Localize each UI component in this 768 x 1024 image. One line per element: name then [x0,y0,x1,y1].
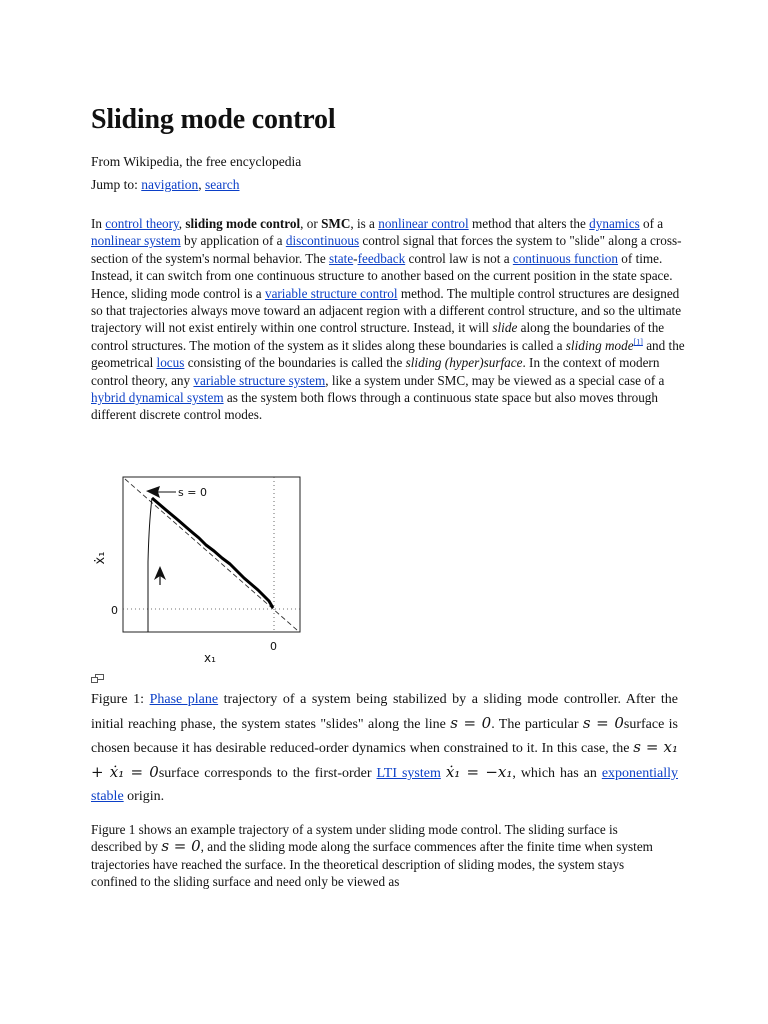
math-expression: s = 0 [450,713,492,732]
link-nonlinear-system[interactable]: nonlinear system [91,233,181,249]
text: by application of a [180,233,286,249]
link-variable-structure-system[interactable]: variable structure system [193,372,326,388]
link-hybrid-dynamical-system[interactable]: hybrid dynamical system [91,390,224,406]
sliding-phase-trajectory [152,498,273,608]
jump-search-link[interactable]: search [205,177,240,192]
text: , which has an [512,765,602,781]
text: of a [639,216,664,231]
text: , and the sliding mode along the surface commences after the finite time when system trajectories have reached the surface. In the theoretical description of sliding modes, the system stays confined to the sliding surface and need only be viewed as [91,839,653,890]
link-dynamics[interactable]: dynamics [589,216,640,231]
math-expression: s = x₁ + ẋ₁ = 0 [91,738,678,781]
italic-term: slide [492,320,518,336]
bold-term: SMC [321,216,351,231]
bold-term: sliding mode control [185,216,301,231]
y-zero-tick-label: 0 [111,604,118,617]
text: , like a system under SMC, may be viewed as a special case of a [325,372,665,388]
link-phase-plane[interactable]: Phase plane [149,692,219,707]
text: of time. Instead, it can switch from one continuous structure to another based on the current position in the state space. Hence, sliding mode control is a [91,250,673,301]
tagline: From Wikipedia, the free encyclopedia [91,154,302,169]
link-control-theory[interactable]: control theory [105,216,179,231]
sliding-line-label: s = 0 [178,486,207,499]
text: In [91,216,106,231]
text: consisting of the boundaries is called the [184,355,406,371]
text: . In the context of modern control theory, any [91,355,660,388]
link-continuous-function[interactable]: continuous function [512,250,618,266]
math-expression: s = 0 [582,713,624,732]
text: method that alters the [468,216,590,231]
magnify-clip-icon[interactable] [91,674,104,684]
text: and the geometrical [91,337,685,371]
text: along the boundaries of the control structures. The motion of the system as it slides along these boundaries is called a [91,320,665,353]
italic-term: sliding mode [565,337,634,353]
label-pointer-arrow [146,486,160,498]
reference-link-1[interactable]: [1] [633,337,643,347]
text: origin. [123,789,165,805]
link-nonlinear-control[interactable]: nonlinear control [378,216,469,231]
x-zero-tick-label: 0 [270,640,277,653]
jump-navigation-link[interactable]: navigation [141,177,199,192]
text: , is a [350,216,379,231]
text: Figure 1: [91,692,150,707]
text: , or [300,216,322,231]
text: surface corresponds to the first-order [158,765,377,781]
text: control law is not a [405,250,513,266]
text: , [178,216,186,231]
text: surface is chosen because it has desirable reduced-order dynamics when constrained to it. In this case, the [91,716,678,757]
text: trajectory of a system being stabilized by a sliding mode controller. After the initial reaching phase, the system states "slides" along the line [91,692,678,732]
link-feedback[interactable]: feedback [357,250,406,266]
text: - [353,250,358,266]
text: as the system both flows through a continuous state space but also moves through different discrete control modes. [91,390,658,423]
link-lti-system[interactable]: LTI system [376,765,441,781]
x-axis-label: x₁ [204,651,216,665]
math-expression: ẋ₁ = −x₁ [445,762,513,781]
italic-term: sliding (hyper)surface [405,355,523,371]
text: . The particular [491,716,583,732]
y-axis-label: ẋ₁ [93,551,108,565]
link-locus[interactable]: locus [156,355,185,371]
text: Figure 1 shows an example trajectory of a system under sliding mode control. The sliding surface is described by [91,822,618,855]
reaching-phase-trajectory [148,498,152,632]
phase-plane-figure[interactable] [93,472,316,672]
figure-caption [91,688,678,809]
link-variable-structure-control[interactable]: variable structure control [264,285,398,301]
jump-separator: , [198,177,202,192]
body-paragraph [91,821,671,891]
math-expression: s = 0 [161,837,201,856]
jump-to-bar [91,177,240,193]
text: method. The multiple control structures are designed so that trajectories always move toward an adjacent region with a different control structure, and so the ultimate trajectory will not exist entirely within one control structure. Instead, it will [91,285,682,336]
link-exponentially-stable[interactable]: exponentially stable [91,765,679,805]
link-discontinuous[interactable]: discontinuous [285,233,360,249]
link-state[interactable]: state [329,250,354,266]
jump-to-label: Jump to: [91,177,138,192]
text: control signal that forces the system to "slide" along a cross-section of the system's normal behavior. The [91,233,682,266]
intro-paragraph [91,215,687,424]
page-title: Sliding mode control [91,104,336,135]
